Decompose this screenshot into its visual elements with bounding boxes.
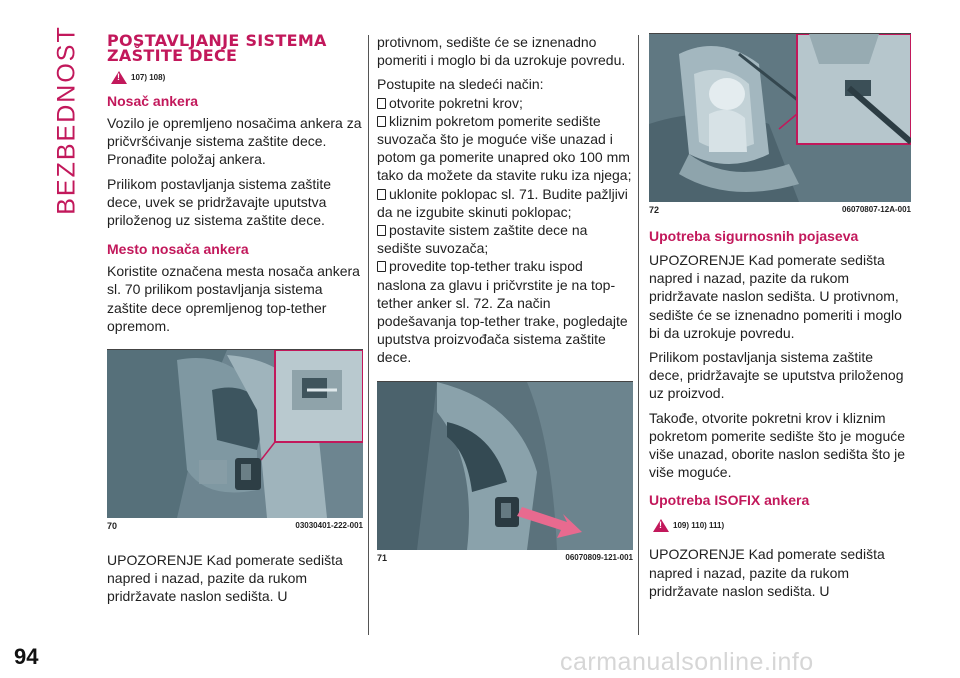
column-1 bbox=[107, 33, 363, 606]
subheading-anchor-location: Mesto nosača ankera bbox=[107, 241, 249, 258]
figure-caption: 71 06070809-121-001 bbox=[377, 552, 633, 563]
figure-caption: 70 03030401-222-001 bbox=[107, 521, 363, 532]
figure-71-image bbox=[377, 382, 633, 550]
page-number: 94 bbox=[14, 644, 39, 669]
paragraph: Prilikom postavljanja sistema zaštite dece, uvek se pridržavajte uputstva priloženog uz sistema zaštite dece. bbox=[107, 175, 332, 229]
subheading-seat-belts: Upotreba sigurnosnih pojaseva bbox=[649, 228, 859, 244]
paragraph: protivnom, sedište će se iznenadno pomeriti i moglo bi da uzrokuje povredu. bbox=[377, 34, 626, 69]
paragraph: Vozilo je opremljeno nosačima ankera za pričvršćivanje sistema zaštite dece. Pronađite položaj ankera. bbox=[107, 115, 362, 168]
section-title: POSTAVLJANJE SISTEMA ZAŠTITE DECE bbox=[107, 31, 327, 65]
paragraph: Prilikom postavljanja sistema zaštite dece, pridržavajte se uputstva priloženog uz proizvod. bbox=[649, 349, 904, 402]
column-divider bbox=[638, 35, 639, 635]
paragraph: UPOZORENJE Kad pomerate sedišta napred i nazad, pazite da rukom pridržavate naslon sedišta. U bbox=[649, 546, 885, 599]
subheading-isofix: Upotreba ISOFIX ankera bbox=[649, 492, 810, 509]
headrest-anchor-illustration bbox=[107, 350, 363, 518]
paragraph: Postupite na sledeći način: bbox=[377, 76, 544, 93]
paragraph: UPOZORENJE Kad pomerate sedišta napred i nazad, pazite da rukom pridržavate naslon sedišta. U bbox=[107, 552, 343, 605]
list-item: uklonite poklopac sl. 71. Budite pažljivi da ne izgubite skinuti poklopac; bbox=[377, 185, 628, 220]
checkbox-bullet-icon bbox=[377, 261, 386, 272]
section-side-label: BEZBEDNOST bbox=[52, 25, 81, 215]
paragraph: Takođe, otvorite pokretni krov i kliznim pokretom pomerite sedište što je moguće više unazad, oborite naslon sedišta što je više moguće. bbox=[649, 409, 906, 481]
paragraph: Koristite označena mesta nosača ankera sl. 70 prilikom postavljanja sistema zaštite dece opremljenog top-tether opremom. bbox=[107, 263, 360, 334]
list-item: kliznim pokretom pomerite sedište suvozača što je moguće više unazad i potom ga pomerite unapred oko 100 mm tako da možete da stavite ruku iza njega; bbox=[377, 112, 632, 184]
list-item: provedite top-tether traku ispod naslona za glavu i pričvrstite je na top-tether anker sl. 72. Za način podešavanja top-tether trake, pogledajte uputstva proizvođača sistema zaštite dece. bbox=[377, 258, 628, 366]
figure-72-image bbox=[649, 34, 911, 202]
figure-caption: 72 06070807-12A-001 bbox=[649, 205, 911, 215]
top-tether-illustration bbox=[649, 34, 911, 202]
warning-reference: ! 107) 108) bbox=[111, 69, 363, 85]
anchor-cover-illustration bbox=[377, 382, 633, 550]
list-item: otvorite pokretni krov; bbox=[377, 94, 633, 112]
figure-71 bbox=[377, 381, 633, 563]
checkbox-bullet-icon bbox=[377, 225, 386, 236]
checkbox-bullet-icon bbox=[377, 189, 386, 200]
figure-70 bbox=[107, 349, 363, 531]
list-item: postavite sistem zaštite dece na sedište suvozača; bbox=[377, 222, 588, 257]
warning-triangle-icon bbox=[111, 71, 127, 84]
warning-reference: ! 109) 110) 111) bbox=[653, 517, 911, 533]
footer-watermark: carmanualsonline.info bbox=[560, 648, 814, 676]
figure-72 bbox=[649, 33, 911, 215]
paragraph: UPOZORENJE Kad pomerate sedišta napred i nazad, pazite da rukom pridržavate naslon sedišta. U protivnom, sedište će se iznenadno pomeriti i moglo bi da uzrokuje povredu. bbox=[649, 252, 902, 341]
checkbox-bullet-icon bbox=[377, 98, 386, 109]
figure-70-image bbox=[107, 350, 363, 518]
checkbox-bullet-icon bbox=[377, 116, 386, 127]
subheading-anchor-bracket: Nosač ankera bbox=[107, 93, 199, 109]
column-3 bbox=[649, 33, 911, 600]
column-2 bbox=[377, 33, 633, 563]
warning-triangle-icon bbox=[653, 519, 669, 532]
column-divider bbox=[368, 35, 369, 635]
